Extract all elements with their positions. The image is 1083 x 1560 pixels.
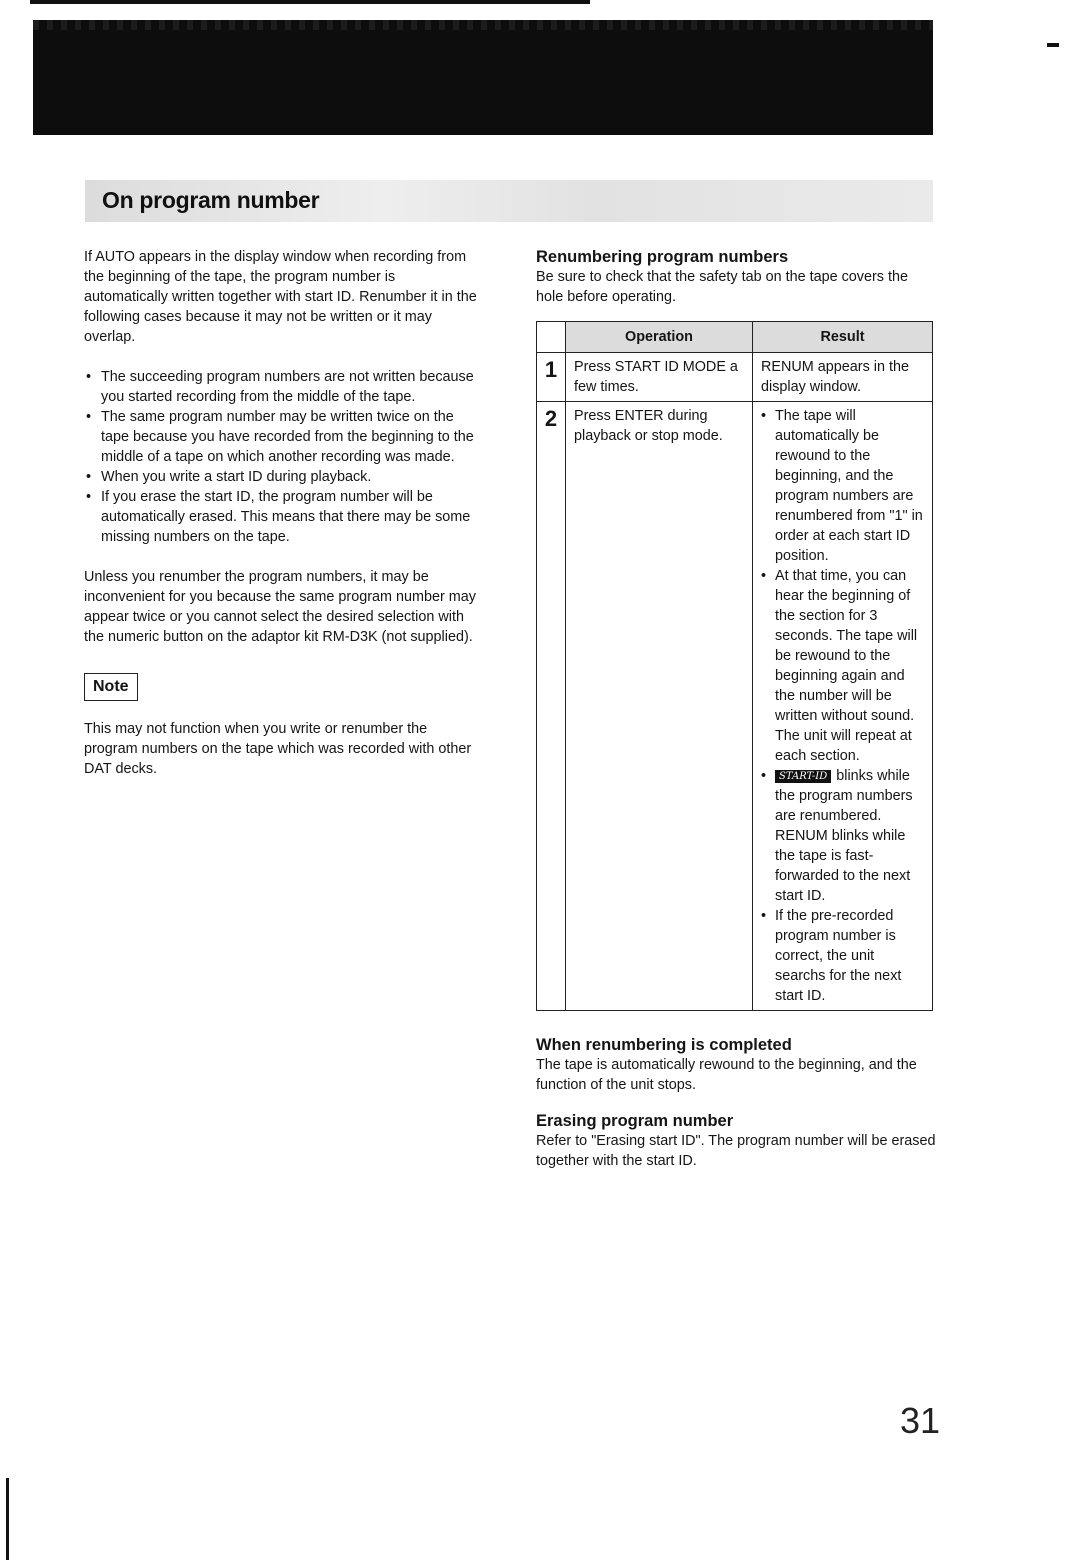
renumbering-heading: Renumbering program numbers bbox=[536, 248, 789, 266]
header-result: Result bbox=[753, 322, 933, 353]
completed-block bbox=[536, 1035, 936, 1095]
note-text: This may not function when you write or renumber the program numbers on the tape which was recorded with other DAT decks. bbox=[84, 721, 472, 777]
step-number: 1 bbox=[537, 353, 566, 402]
operation-cell: Press ENTER during playback or stop mode. bbox=[566, 402, 753, 1011]
right-column bbox=[536, 247, 936, 1171]
list-item: • The tape will automatically be rewound to the beginning, and the program numbers are renumbered from "1" in order at each start ID position. bbox=[761, 406, 924, 566]
top-corner-line bbox=[30, 0, 590, 4]
completed-text: The tape is automatically rewound to the beginning, and the function of the unit stops. bbox=[536, 1057, 917, 1093]
header-bar bbox=[33, 20, 933, 135]
result-list bbox=[761, 406, 924, 1006]
list-item: • If you erase the start ID, the program number will be automatically erased. This means that there may be some missing numbers on the tape. bbox=[84, 487, 482, 547]
step-number: 2 bbox=[537, 402, 566, 1011]
list-item: • At that time, you can hear the beginning of the section for 3 seconds. The tape will be rewound to the beginning again and the number will be written without sound. The unit will repeat at each section. bbox=[761, 566, 924, 766]
table-row bbox=[537, 353, 933, 402]
completed-heading: When renumbering is completed bbox=[536, 1036, 792, 1054]
section-title: On program number bbox=[102, 187, 320, 213]
operation-table bbox=[536, 321, 933, 1011]
start-id-indicator-icon: START-ID bbox=[775, 770, 831, 783]
header-operation: Operation bbox=[566, 322, 753, 353]
list-item bbox=[761, 766, 924, 906]
header-step-cell bbox=[537, 322, 566, 353]
operation-cell: Press START ID MODE a few times. bbox=[566, 353, 753, 402]
case-list bbox=[84, 367, 482, 547]
list-item: • If the pre-recorded program number is correct, the unit searchs for the next start ID. bbox=[761, 906, 924, 1006]
erasing-heading: Erasing program number bbox=[536, 1112, 734, 1130]
left-column bbox=[84, 247, 482, 779]
page-number: 31 bbox=[900, 1400, 941, 1441]
note-label: Note bbox=[84, 673, 138, 701]
erasing-block bbox=[536, 1111, 936, 1171]
result-cell bbox=[753, 402, 933, 1011]
renumbering-intro: Be sure to check that the safety tab on the tape covers the hole before operating. bbox=[536, 269, 908, 305]
list-item: • The succeeding program numbers are not written because you started recording from the middle of the tape. bbox=[84, 367, 482, 407]
margin-dash bbox=[1047, 43, 1059, 47]
erasing-text: Refer to "Erasing start ID". The program number will be erased together with the start ID. bbox=[536, 1133, 936, 1169]
binding-mark bbox=[6, 1478, 9, 1560]
list-item: • The same program number may be written twice on the tape because you have recorded from the beginning to the middle of a tape on which another recording was made. bbox=[84, 407, 482, 467]
list-item: • When you write a start ID during playback. bbox=[84, 467, 482, 487]
renumber-paragraph: Unless you renumber the program numbers, it may be inconvenient for you because the same program number may appear twice or you cannot select the desired selection with the numeric button on the adaptor kit RM-D3K (not supplied). bbox=[84, 569, 476, 645]
table-row bbox=[537, 402, 933, 1011]
table-header-row bbox=[537, 322, 933, 353]
result-cell: RENUM appears in the display window. bbox=[753, 353, 933, 402]
indicator-text: blinks while the program numbers are renumbered. RENUM blinks while the tape is fast-forwarded to the next start ID. bbox=[775, 768, 913, 904]
intro-paragraph: If AUTO appears in the display window when recording from the beginning of the tape, the program number is automatically written together with start ID. Renumber it in the following cases because it may not be written or it may overlap. bbox=[84, 249, 477, 345]
